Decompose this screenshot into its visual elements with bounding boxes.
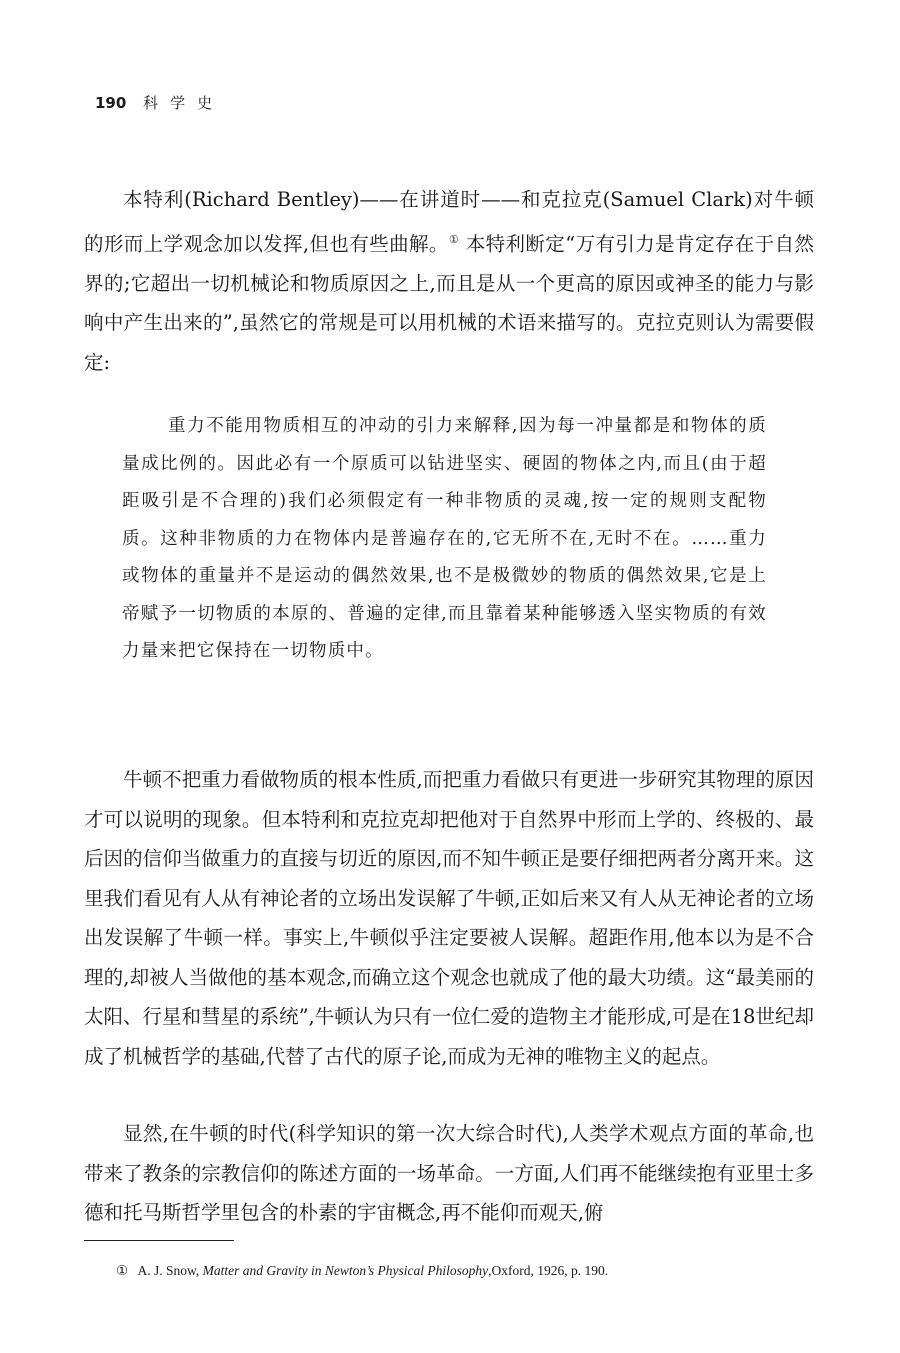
paragraph-3: 显然,在牛顿的时代(科学知识的第一次大综合时代),人类学术观点方面的革命,也带来了教条的宗教信仰的陈述方面的一场革命。一方面,人们再不能继续抱有亚里士多德和托马斯哲学里包含的朴素的宇宙概念,再不能仰而观天,俯: [84, 1122, 814, 1224]
footnote-divider: [84, 1240, 234, 1241]
footnote-mark: ①: [116, 1263, 129, 1278]
block-quote: 重力不能用物质相互的冲动的引力来解释,因为每一冲量都是和物体的质量成比例的。因此必有一个原质可以钻进坚实、硬固的物体之内,而且(由于超距吸引是不合理的)我们必须假定有一种非物质的灵魂,按一定的规则支配物质。这种非物质的力在物体内是普遍存在的,它无所不在,无时不在。……重力或物体的重量并不是运动的偶然效果,也不是极微妙的物质的偶然效果,它是上帝赋予一切物质的本原的、普遍的定律,而且靠着某种能够透入坚实物质的有效力量来把它保持在一切物质中。: [122, 416, 767, 661]
page-number: 190: [95, 94, 127, 112]
running-header: [95, 92, 224, 113]
paragraph-1: [84, 180, 814, 382]
paragraph-1-text-continued: 本特利断定“万有引力是肯定存在于自然界的;它超出一切机械论和物质原因之上,而且是从一个更高的原因或神圣的能力与影响中产生出来的”,虽然它的常规是可以用机械的术语来描写的。克拉克则认为需要假定:: [84, 232, 814, 374]
footnote-reference: ①: [448, 232, 460, 246]
running-title: 科学史: [143, 94, 225, 112]
paragraph-2: 牛顿不把重力看做物质的根本性质,而把重力看做只有更进一步研究其物理的原因才可以说明的现象。但本特利和克拉克却把他对于自然界中形而上学的、终极的、最后因的信仰当做重力的直接与切近的原因,而不知牛顿正是要仔细把两者分离开来。这里我们看见有人从有神论者的立场出发误解了牛顿,正如后来又有人从无神论者的立场出发误解了牛顿一样。事实上,牛顿似乎注定要被人误解。超距作用,他本以为是不合理的,却被人当做他的基本观念,而确立这个观念也就成了他的最大功绩。这“最美丽的太阳、行星和彗星的系统”,牛顿认为只有一位仁爱的造物主才能形成,可是在18世纪却成了机械哲学的基础,代替了古代的原子论,而成为无神的唯物主义的起点。: [84, 768, 814, 1068]
footnote: [116, 1263, 608, 1279]
footnote-publication: ,Oxford, 1926, p. 190.: [488, 1263, 609, 1278]
footnote-author: A. J. Snow,: [137, 1263, 200, 1278]
footnote-title: Matter and Gravity in Newton’s Physical Philosophy: [202, 1263, 489, 1278]
paragraph-1-text: 本特利(Richard Bentley)——在讲道时——和克拉克(Samuel Clark)对牛顿的形而上学观念加以发挥,但也有些曲解。: [84, 188, 814, 255]
